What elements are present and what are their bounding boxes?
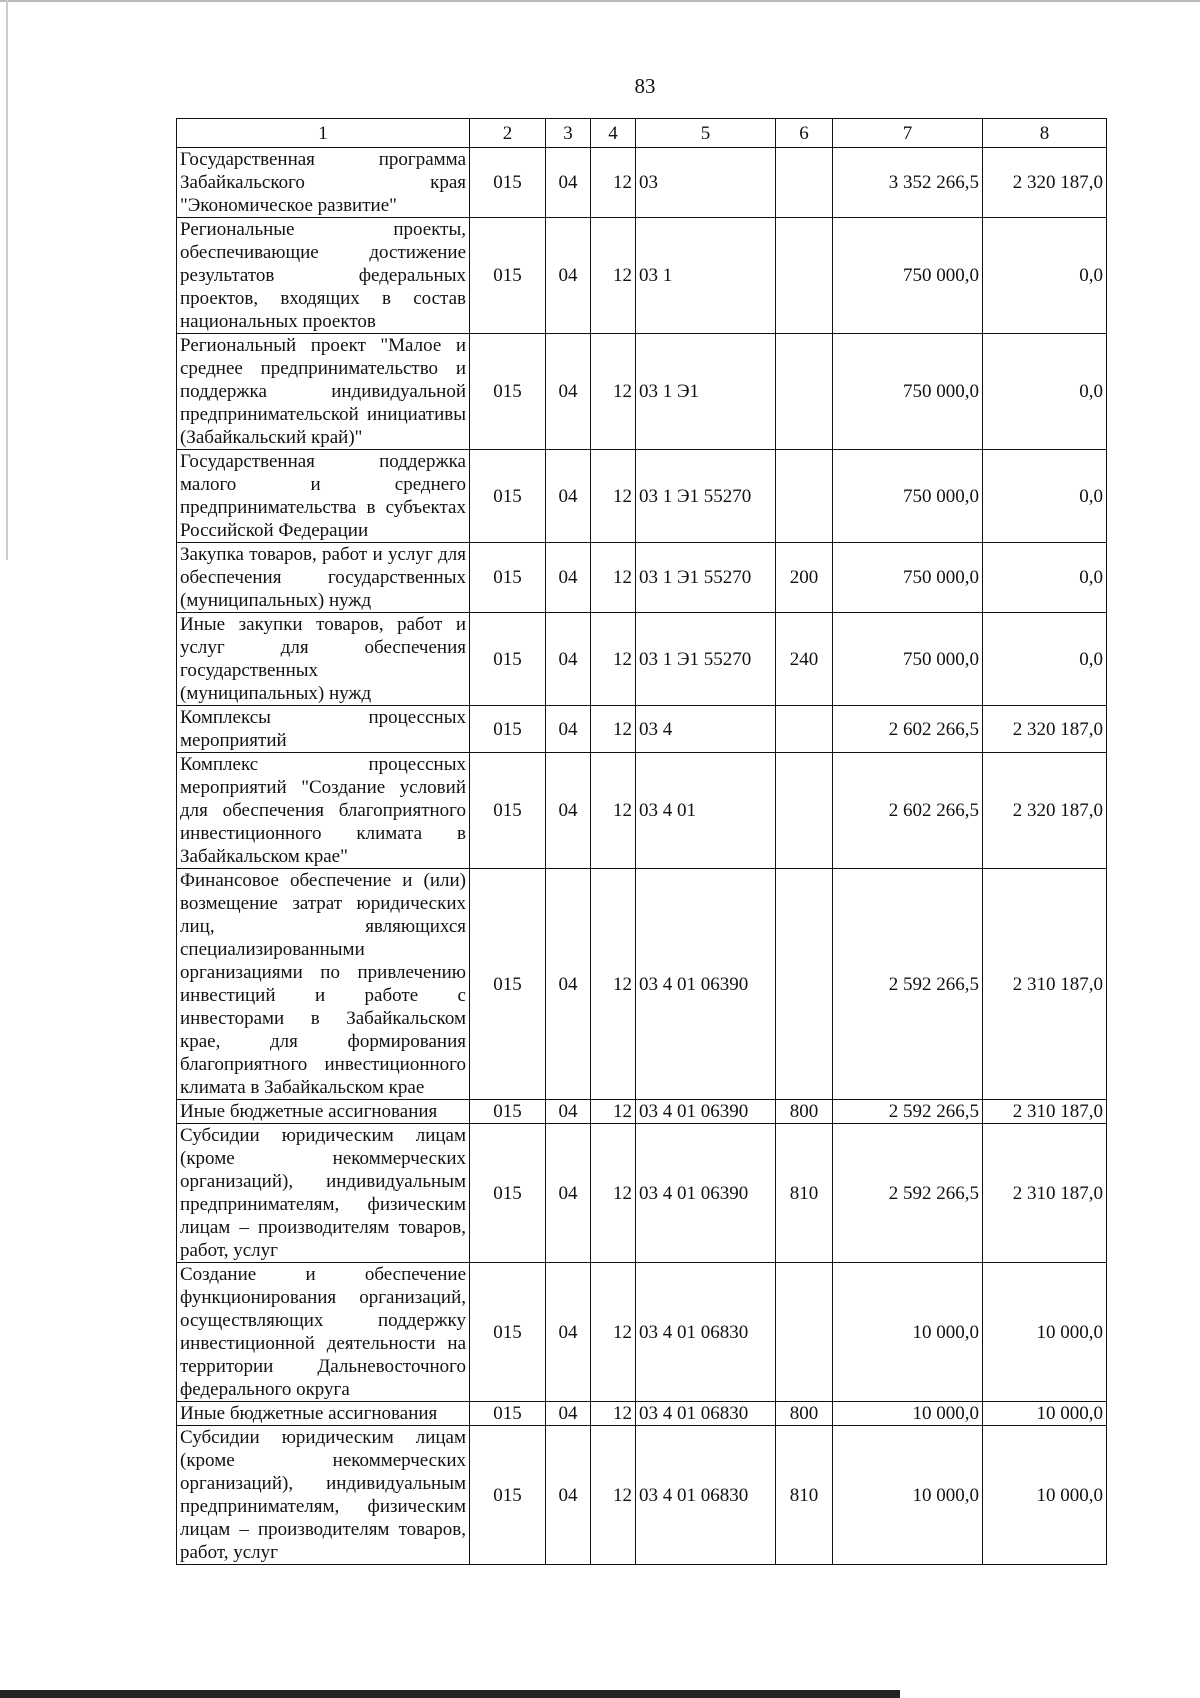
row-amount-1: 2 602 266,5 [833,706,983,753]
column-header: 4 [591,119,636,148]
row-code-admin: 015 [470,543,546,613]
table-row [177,334,1107,450]
row-description: Комплекс процессных мероприятий "Создание условий для обеспечения благоприятного инвестиционного климата в Забайкальском крае" [177,753,470,869]
budget-table-body [177,119,1107,1565]
row-amount-2: 2 310 187,0 [983,869,1107,1100]
row-code-section: 04 [546,1100,591,1124]
table-row [177,1100,1107,1124]
row-code-expense-type [776,706,833,753]
row-code-expense-type [776,334,833,450]
row-code-subsection: 12 [591,753,636,869]
row-amount-2: 2 310 187,0 [983,1100,1107,1124]
row-code-expense-type: 810 [776,1124,833,1263]
row-description: Комплексы процессных мероприятий [177,706,470,753]
row-code-subsection: 12 [591,218,636,334]
row-code-admin: 015 [470,613,546,706]
row-amount-2: 2 320 187,0 [983,706,1107,753]
row-amount-1: 750 000,0 [833,613,983,706]
row-code-section: 04 [546,450,591,543]
row-code-expense-type [776,753,833,869]
row-amount-2: 0,0 [983,543,1107,613]
row-amount-2: 0,0 [983,613,1107,706]
table-row [177,218,1107,334]
row-code-section: 04 [546,1124,591,1263]
row-code-admin: 015 [470,1402,546,1426]
table-row [177,1426,1107,1565]
row-amount-1: 2 602 266,5 [833,753,983,869]
row-code-target: 03 4 01 06390 [636,869,776,1100]
row-amount-1: 750 000,0 [833,450,983,543]
row-amount-1: 2 592 266,5 [833,1100,983,1124]
table-row [177,1124,1107,1263]
row-code-subsection: 12 [591,1100,636,1124]
row-code-subsection: 12 [591,869,636,1100]
row-code-subsection: 12 [591,613,636,706]
row-code-subsection: 12 [591,1124,636,1263]
table-row [177,753,1107,869]
row-amount-2: 2 320 187,0 [983,753,1107,869]
row-amount-1: 750 000,0 [833,543,983,613]
row-description: Финансовое обеспечение и (или) возмещение затрат юридических лиц, являющихся специализированными организациями по привлечению инвестиций и работе с инвесторами в Забайкальском крае, для формирования благоприятного инвестиционного климата в Забайкальском крае [177,869,470,1100]
row-amount-1: 750 000,0 [833,334,983,450]
row-amount-1: 10 000,0 [833,1402,983,1426]
column-header: 8 [983,119,1107,148]
row-amount-2: 10 000,0 [983,1263,1107,1402]
row-description: Закупка товаров, работ и услуг для обеспечения государственных (муниципальных) нужд [177,543,470,613]
row-code-admin: 015 [470,450,546,543]
row-amount-1: 2 592 266,5 [833,1124,983,1263]
row-code-target: 03 1 Э1 55270 [636,543,776,613]
row-code-section: 04 [546,1426,591,1565]
row-code-section: 04 [546,334,591,450]
row-code-target: 03 4 01 06830 [636,1402,776,1426]
row-code-target: 03 4 01 06390 [636,1124,776,1263]
row-code-subsection: 12 [591,1402,636,1426]
row-code-section: 04 [546,543,591,613]
row-amount-2: 2 320 187,0 [983,148,1107,218]
row-description: Региональные проекты, обеспечивающие достижение результатов федеральных проектов, входящих в состав национальных проектов [177,218,470,334]
row-code-target: 03 4 [636,706,776,753]
row-code-expense-type [776,869,833,1100]
row-code-section: 04 [546,1263,591,1402]
row-code-admin: 015 [470,218,546,334]
row-amount-2: 0,0 [983,334,1107,450]
table-header-row [177,119,1107,148]
row-code-admin: 015 [470,334,546,450]
row-code-expense-type: 800 [776,1100,833,1124]
row-code-target: 03 4 01 06390 [636,1100,776,1124]
row-description: Государственная поддержка малого и среднего предпринимательства в субъектах Российской Федерации [177,450,470,543]
row-code-subsection: 12 [591,1263,636,1402]
row-description: Иные бюджетные ассигнования [177,1100,470,1124]
row-code-target: 03 1 Э1 [636,334,776,450]
column-header: 3 [546,119,591,148]
row-code-section: 04 [546,148,591,218]
row-code-section: 04 [546,218,591,334]
row-code-target: 03 [636,148,776,218]
row-code-subsection: 12 [591,148,636,218]
row-code-expense-type [776,450,833,543]
row-amount-1: 3 352 266,5 [833,148,983,218]
table-row [177,450,1107,543]
row-code-admin: 015 [470,148,546,218]
row-code-target: 03 4 01 06830 [636,1263,776,1402]
row-code-subsection: 12 [591,543,636,613]
row-amount-2: 10 000,0 [983,1402,1107,1426]
row-code-expense-type: 810 [776,1426,833,1565]
row-code-target: 03 1 Э1 55270 [636,450,776,543]
table-row [177,543,1107,613]
row-code-admin: 015 [470,706,546,753]
table-row [177,869,1107,1100]
row-code-subsection: 12 [591,334,636,450]
row-code-section: 04 [546,869,591,1100]
page-number: 83 [634,74,656,98]
row-code-section: 04 [546,706,591,753]
row-code-admin: 015 [470,869,546,1100]
row-code-admin: 015 [470,1263,546,1402]
row-description: Субсидии юридическим лицам (кроме некоммерческих организаций), индивидуальным предпринимателям, физическим лицам – производителям товаров, работ, услуг [177,1426,470,1565]
row-code-expense-type [776,1263,833,1402]
row-description: Иные закупки товаров, работ и услуг для обеспечения государственных (муниципальных) нужд [177,613,470,706]
row-code-section: 04 [546,1402,591,1426]
column-header: 5 [636,119,776,148]
row-amount-2: 0,0 [983,218,1107,334]
row-code-section: 04 [546,753,591,869]
row-code-section: 04 [546,613,591,706]
row-code-target: 03 1 Э1 55270 [636,613,776,706]
table-row [177,1402,1107,1426]
scan-edge-bottom [0,1690,900,1698]
column-header: 6 [776,119,833,148]
row-amount-2: 0,0 [983,450,1107,543]
row-code-subsection: 12 [591,450,636,543]
row-amount-1: 10 000,0 [833,1426,983,1565]
table-row [177,613,1107,706]
row-code-expense-type: 200 [776,543,833,613]
row-description: Иные бюджетные ассигнования [177,1402,470,1426]
row-code-expense-type [776,148,833,218]
row-description: Региональный проект "Малое и среднее предпринимательство и поддержка индивидуальной предпринимательской инициативы (Забайкальский край)" [177,334,470,450]
table-row [177,148,1107,218]
row-code-target: 03 1 [636,218,776,334]
column-header: 2 [470,119,546,148]
row-description: Субсидии юридическим лицам (кроме некоммерческих организаций), индивидуальным предпринимателям, физическим лицам – производителям товаров, работ, услуг [177,1124,470,1263]
row-code-admin: 015 [470,1124,546,1263]
table-row [177,1263,1107,1402]
row-code-target: 03 4 01 [636,753,776,869]
row-code-subsection: 12 [591,1426,636,1565]
row-description: Создание и обеспечение функционирования организаций, осуществляющих поддержку инвестиционной деятельности на территории Дальневосточного федерального округа [177,1263,470,1402]
row-code-expense-type [776,218,833,334]
row-amount-1: 10 000,0 [833,1263,983,1402]
row-code-subsection: 12 [591,706,636,753]
row-code-admin: 015 [470,753,546,869]
column-header: 7 [833,119,983,148]
row-code-expense-type: 240 [776,613,833,706]
scan-edge-top [0,0,1200,2]
row-amount-2: 10 000,0 [983,1426,1107,1565]
row-amount-1: 2 592 266,5 [833,869,983,1100]
row-amount-1: 750 000,0 [833,218,983,334]
row-code-target: 03 4 01 06830 [636,1426,776,1565]
column-header: 1 [177,119,470,148]
row-code-expense-type: 800 [776,1402,833,1426]
row-description: Государственная программа Забайкальского края "Экономическое развитие" [177,148,470,218]
table-row [177,706,1107,753]
row-amount-2: 2 310 187,0 [983,1124,1107,1263]
row-code-admin: 015 [470,1100,546,1124]
row-code-admin: 015 [470,1426,546,1565]
budget-table [176,118,1107,1565]
